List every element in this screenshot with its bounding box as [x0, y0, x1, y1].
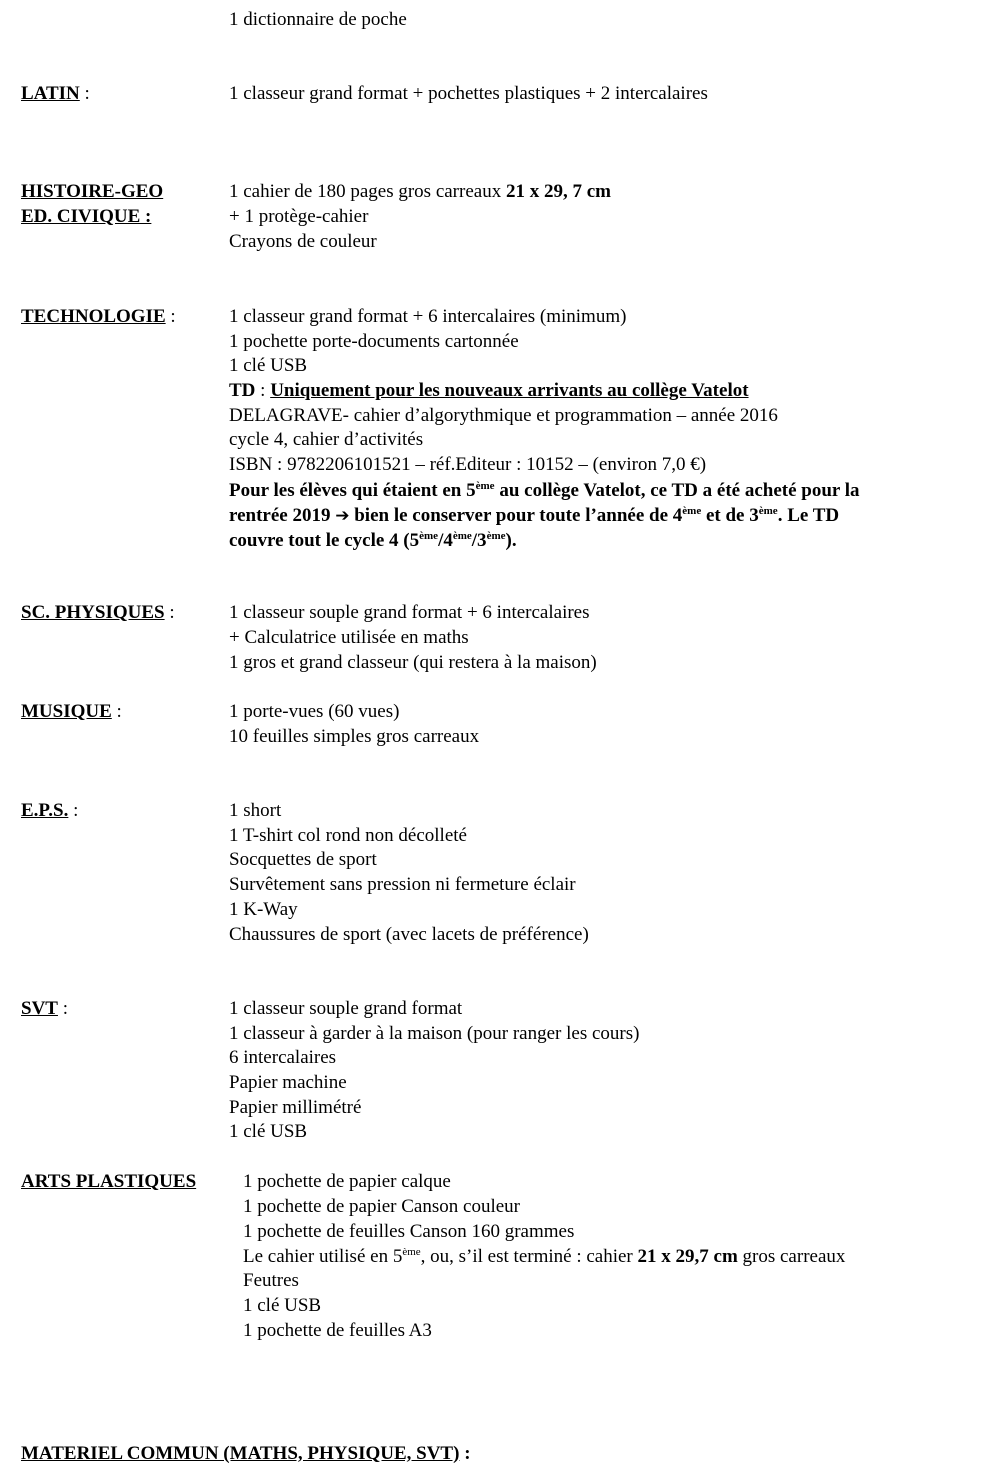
arts-item: Feutres — [243, 1270, 299, 1291]
svt-item: 6 intercalaires — [229, 1047, 337, 1068]
item-dictionnaire: 1 dictionnaire de poche — [229, 9, 407, 30]
arts-item: 1 pochette de papier calque — [243, 1171, 451, 1192]
section-label-eps: E.P.S. : — [21, 800, 79, 821]
musique-item: 1 porte-vues (60 vues) — [229, 701, 400, 722]
section-label-materiel-commun: MATERIEL COMMUN (MATHS, PHYSIQUE, SVT) : — [21, 1443, 471, 1464]
techno-item: DELAGRAVE- cahier d’algorythmique et programmation – année 2016 — [229, 405, 778, 426]
eps-item: 1 K-Way — [229, 899, 298, 920]
arts-item: 1 pochette de feuilles A3 — [243, 1320, 432, 1341]
techno-note: Pour les élèves qui étaient en 5ème au collège Vatelot, ce TD a été acheté pour la — [229, 480, 860, 501]
musique-item: 10 feuilles simples gros carreaux — [229, 726, 480, 747]
histoire-item: Crayons de couleur — [229, 231, 377, 252]
section-label-musique: MUSIQUE : — [21, 701, 122, 722]
techno-item: 1 pochette porte-documents cartonnée — [229, 331, 519, 352]
techno-note: rentrée 2019 ➔ bien le conserver pour toute l’année de 4ème et de 3ème. Le TD — [229, 505, 840, 526]
physique-item: + Calculatrice utilisée en maths — [229, 627, 469, 648]
eps-item: Chaussures de sport (avec lacets de préférence) — [229, 924, 589, 945]
arts-cahier-line: Le cahier utilisé en 5ème, ou, s’il est terminé : cahier 21 x 29,7 cm gros carreaux — [243, 1246, 846, 1267]
eps-item: 1 short — [229, 800, 282, 821]
section-label-svt: SVT : — [21, 998, 68, 1019]
techno-td-line: TD : Uniquement pour les nouveaux arrivants au collège Vatelot — [229, 380, 749, 401]
section-label-arts-plastiques: ARTS PLASTIQUES — [21, 1171, 197, 1192]
eps-item: Survêtement sans pression ni fermeture éclair — [229, 874, 576, 895]
section-label-ed-civique: ED. CIVIQUE : — [21, 206, 152, 227]
techno-note: couvre tout le cycle 4 (5ème/4ème/3ème). — [229, 530, 517, 551]
techno-item: 1 clé USB — [229, 355, 308, 376]
physique-item: 1 gros et grand classeur (qui restera à la maison) — [229, 652, 597, 673]
svt-item: Papier millimétré — [229, 1097, 362, 1118]
section-label-technologie: TECHNOLOGIE : — [21, 306, 176, 327]
physique-item: 1 classeur souple grand format + 6 intercalaires — [229, 602, 590, 623]
arts-item: 1 pochette de papier Canson couleur — [243, 1196, 520, 1217]
arts-item: 1 clé USB — [243, 1295, 322, 1316]
svt-item: Papier machine — [229, 1072, 347, 1093]
svt-item: 1 classeur souple grand format — [229, 998, 463, 1019]
latin-item: 1 classeur grand format + pochettes plastiques + 2 intercalaires — [229, 83, 708, 104]
arts-item: 1 pochette de feuilles Canson 160 grammes — [243, 1221, 575, 1242]
eps-item: Socquettes de sport — [229, 849, 377, 870]
section-label-physiques: SC. PHYSIQUES : — [21, 602, 175, 623]
svt-item: 1 classeur à garder à la maison (pour ranger les cours) — [229, 1023, 640, 1044]
techno-item: ISBN : 9782206101521 – réf.Editeur : 10152 – (environ 7,0 €) — [229, 454, 707, 475]
arrow-right-icon: ➔ — [335, 506, 350, 526]
histoire-item: + 1 protège-cahier — [229, 206, 369, 227]
svt-item: 1 clé USB — [229, 1121, 308, 1142]
section-label-latin: LATIN : — [21, 83, 90, 104]
techno-item: cycle 4, cahier d’activités — [229, 429, 424, 450]
section-label-histoire-geo: HISTOIRE-GEO — [21, 181, 164, 202]
histoire-item: 1 cahier de 180 pages gros carreaux 21 x 29, 7 cm — [229, 181, 611, 202]
eps-item: 1 T-shirt col rond non décolleté — [229, 825, 467, 846]
techno-item: 1 classeur grand format + 6 intercalaires (minimum) — [229, 306, 627, 327]
